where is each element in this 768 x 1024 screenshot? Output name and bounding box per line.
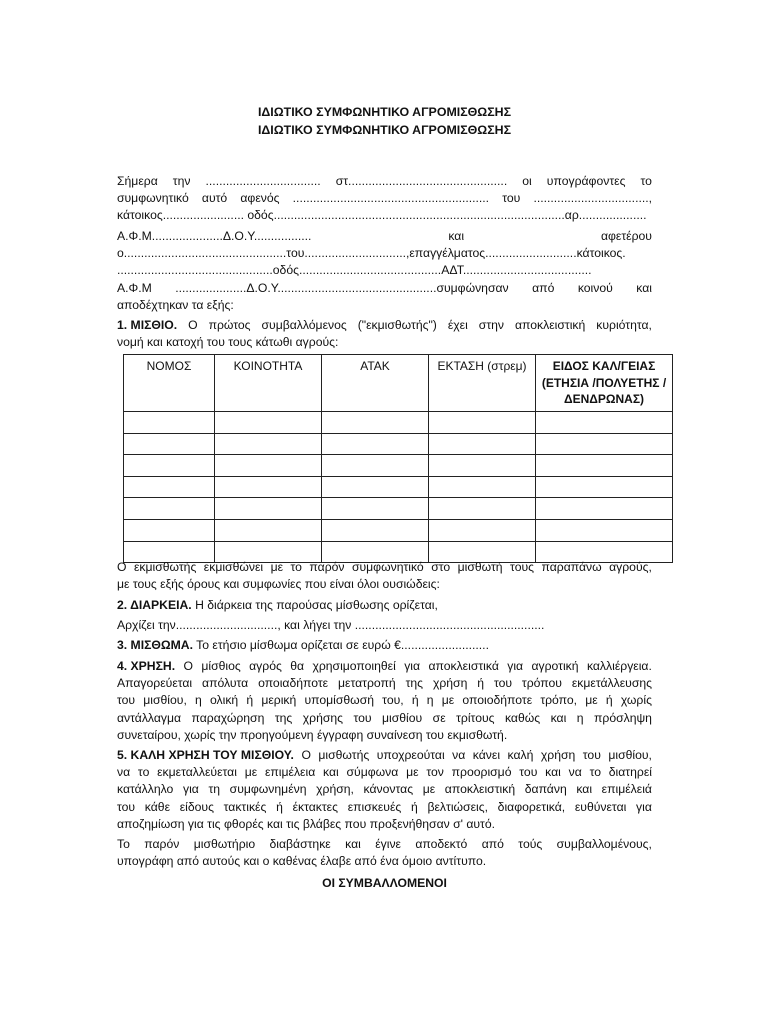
table-cell[interactable] [322, 412, 429, 434]
word: οποιοδήποτε [462, 693, 533, 708]
word: οι [522, 174, 532, 188]
table-cell[interactable] [322, 498, 429, 520]
word: μερική [261, 693, 297, 708]
section-5-heading: 5. ΚΑΛΗ ΧΡΗΣΗ ΤΟΥ ΜΙΣΘΙΟΥ. [117, 748, 294, 762]
word: βελτιώσεις, [427, 799, 488, 814]
word: και [448, 229, 465, 243]
word: στο [431, 560, 451, 574]
table-cell[interactable] [322, 433, 429, 455]
word: αποκλειστικά [428, 659, 499, 673]
word: του [117, 799, 136, 814]
table-cell[interactable] [124, 498, 215, 520]
intro-paragraph [117, 173, 652, 225]
word: μισθίου, [143, 693, 187, 708]
word: της [405, 676, 424, 691]
table-cell[interactable] [429, 433, 536, 455]
word: αποκλειστική [444, 782, 516, 797]
table-cell[interactable] [536, 412, 673, 434]
word: το [137, 765, 150, 780]
section-3-misthoma [117, 637, 652, 654]
word: του [519, 765, 538, 780]
word: μισθωτή [457, 560, 503, 574]
word: εκμεταλλεύεται [157, 765, 237, 780]
section-2-heading: 2. ΔΙΑΡΚΕΙΑ. [117, 598, 192, 612]
section-4-line-3 [117, 692, 652, 709]
table-cell[interactable] [429, 476, 536, 498]
word: αγρός [249, 659, 282, 673]
word: εκμετάλλευσης [571, 676, 652, 691]
word: δαπάνη [524, 782, 567, 797]
section-5-line-3 [117, 781, 652, 798]
word: αφετέρου [600, 229, 652, 243]
section-4-line-4 [117, 710, 652, 727]
section-1-line-2: νομή και κατοχή του τους κάτωθι αγρούς: [117, 335, 339, 350]
word: εκμισθωτής [133, 560, 197, 574]
word: τον [426, 765, 444, 780]
document-title: ΙΔΙΩΤΙΚΟ ΣΥΜΦΩΝΗΤΙΚΟ ΑΓΡΟΜΙΣΘΩΣΗΣ [257, 105, 512, 119]
word: χρήση [540, 748, 576, 762]
table-row [124, 519, 673, 541]
word: το [640, 174, 652, 188]
word: .................................. [205, 174, 321, 188]
word: του [502, 191, 521, 206]
word: και [545, 765, 561, 780]
table-cell[interactable] [215, 519, 322, 541]
table-cell[interactable] [536, 433, 673, 455]
table-cell[interactable] [536, 498, 673, 520]
table-cell[interactable] [215, 412, 322, 434]
word: τρίτους [456, 710, 495, 725]
word: έκτακτες [292, 799, 338, 814]
plots-table-header-row [124, 355, 673, 412]
word: με [585, 693, 598, 708]
word: έχει [447, 318, 468, 332]
word: του [353, 710, 372, 725]
word: πρόσληψη [593, 710, 652, 725]
col-header-ektasi: ΕΚΤΑΣΗ (στρεμ) [429, 355, 536, 412]
table-row [124, 433, 673, 455]
word: μισθίου [382, 710, 423, 725]
word: τούς [518, 837, 543, 851]
word: υποχρεούται [376, 748, 445, 762]
word: ή [410, 799, 418, 814]
table-cell[interactable] [124, 519, 215, 541]
table-cell[interactable] [536, 455, 673, 477]
word: .................................., [533, 191, 652, 206]
table-cell[interactable] [124, 433, 215, 455]
word: αγροτική [531, 659, 579, 673]
table-row [124, 455, 673, 477]
word: κατάλληλο [117, 782, 174, 797]
word: του, [382, 693, 404, 708]
col-header-koinotita: ΚΟΙΝΟΤΗΤΑ [215, 355, 322, 412]
word: καθώς [504, 710, 541, 725]
parties-line-2: ο................................................του..............................,επαγγέλματος...........................κάτοικος. [117, 246, 626, 261]
word: διαβάστηκε [269, 837, 331, 851]
section-1-mistio [117, 317, 652, 351]
word: με [244, 765, 258, 780]
table-cell[interactable] [322, 476, 429, 498]
word: οποιαδήποτε [258, 676, 329, 691]
word: τη [208, 782, 221, 797]
section-1-heading: 1. ΜΙΣΘΙΟ. [117, 318, 178, 332]
word: χωρίς [620, 693, 652, 708]
word: την [172, 174, 191, 188]
word: μετατροπή [338, 676, 396, 691]
col-header-eidos-kalliergeias: ΕΙΔΟΣ ΚΑΛ/ΓΕΙΑΣ (ΕΤΗΣΙΑ /ΠΟΛΥΕΤΗΣ / ΔΕΝΔΡΩΝΑΣ) [536, 355, 673, 412]
section-3-text: Το ετήσιο μίσθωμα ορίζεται σε ευρώ €.......................... [193, 638, 489, 652]
section-4-xrisi [117, 658, 652, 744]
plots-table [123, 354, 673, 563]
table-cell[interactable] [215, 455, 322, 477]
word: μισθίου, [608, 748, 652, 762]
table-cell[interactable] [124, 455, 215, 477]
word: η [195, 693, 202, 708]
word: του [117, 693, 136, 708]
word: πρώτος [208, 318, 251, 332]
word: καλλιέργεια. [586, 659, 652, 673]
table-cell[interactable] [429, 412, 536, 434]
word: με [422, 782, 436, 797]
word: απόλυτα [202, 676, 249, 691]
word: Ο [188, 318, 198, 332]
word: παρόν [309, 560, 345, 574]
word: έγινε [375, 837, 401, 851]
word: να [568, 765, 582, 780]
word: ή [605, 693, 613, 708]
table-cell[interactable] [536, 519, 673, 541]
parties-line-1 [117, 228, 652, 245]
word: σε [432, 710, 446, 725]
table-cell[interactable] [215, 498, 322, 520]
word: ή [411, 693, 419, 708]
word: για [404, 659, 421, 673]
word: σύμφωνα [346, 765, 399, 780]
word: μισθωτής [318, 748, 370, 762]
word: διατηρεί [608, 765, 652, 780]
table-cell[interactable] [215, 476, 322, 498]
word: του [493, 676, 513, 691]
word: Α.Φ.Μ.....................Δ.Ο.Υ................. [117, 229, 312, 243]
word: παρόν [144, 837, 180, 851]
parties-line-5: αποδέχτηκαν τα εξής: [117, 297, 234, 312]
word: για [182, 782, 199, 797]
table-cell[interactable] [124, 476, 215, 498]
word: συμφωνητικό [351, 560, 424, 574]
section-2-text: Η διάρκεια της παρούσας μίσθωσης ορίζεται, [191, 598, 438, 612]
lease-terms-intro [117, 559, 652, 593]
word: χρησιμοποιηθεί [312, 659, 396, 673]
word: κυριότητα, [596, 318, 652, 332]
parties-paragraph [117, 228, 652, 314]
word: παραπάνω [541, 560, 602, 574]
parties-line-3: ..............................................οδός..........................................ΑΔΤ...................................... [117, 263, 592, 278]
intro-line-3: κάτοικος........................ οδός......................................................................................αρ.................... [117, 208, 647, 223]
word: να [452, 748, 466, 762]
word: για [507, 659, 524, 673]
word: ή [477, 676, 485, 691]
table-cell[interactable] [429, 519, 536, 541]
word: της [274, 710, 293, 725]
word: τρόπου [521, 676, 562, 691]
word: και [636, 280, 652, 295]
word: να [117, 765, 131, 780]
word: αποκλειστική [514, 318, 586, 332]
table-cell[interactable] [536, 476, 673, 498]
after-table-line-2: με τους εξής όρους και συμφωνίες που είναι όλοι ουσιώδεις: [117, 577, 440, 592]
word: διαφορετικά, [497, 799, 566, 814]
closing-line-2: υπογράφη από αυτούς και ο καθένας έλαβε από ένα όμοιο αντίτυπο. [117, 854, 487, 869]
section-5-line-5: αποζημίωση για τις φθορές και τις βλάβες που προξενήθησαν σ' αυτό. [117, 816, 496, 831]
word: Ο [301, 748, 311, 762]
word: .......................................................... [292, 191, 490, 206]
section-2-dates: Αρχίζει την.............................., και λήγει την ........................................................ [117, 618, 545, 633]
word: επιμέλεια [264, 765, 316, 780]
table-cell[interactable] [322, 519, 429, 541]
document-title-repeat: ΙΔΙΩΤΙΚΟ ΣΥΜΦΩΝΗΤΙΚΟ ΑΓΡΟΜΙΣΘΩΣΗΣ [257, 123, 512, 137]
word: αφενός [240, 191, 280, 206]
table-cell[interactable] [429, 455, 536, 477]
word: κάνει [472, 748, 501, 762]
word: ("εκμισθωτής") [357, 318, 437, 332]
word: με [270, 560, 284, 574]
word: επισκευές [347, 799, 402, 814]
word: αυτό [201, 191, 228, 206]
word: αποδεκτό [415, 837, 468, 851]
parties-line-4 [117, 280, 652, 297]
word: και [345, 837, 361, 851]
table-row [124, 476, 673, 498]
word: Απαγορεύεται [117, 676, 193, 691]
word: τους [510, 560, 535, 574]
closing-line-1 [117, 836, 652, 853]
word: ή [246, 693, 254, 708]
word: από [532, 280, 555, 295]
word: επιμέλειά [601, 782, 652, 797]
word: από [481, 837, 504, 851]
table-cell[interactable] [429, 498, 536, 520]
word: συμφωνημένη [229, 782, 307, 797]
word: και [323, 765, 339, 780]
section-5-line-2 [117, 764, 652, 781]
word: συμβαλλόμενος [261, 318, 347, 332]
signatories-heading: ΟΙ ΣΥΜΒΑΛΛΟΜΕΝΟΙ [322, 876, 447, 890]
section-2-diarkeia [117, 597, 652, 634]
word: μίσθιος [201, 659, 241, 673]
word: του [582, 748, 601, 762]
word: Α.Φ.Μ [117, 280, 152, 295]
word: στην [478, 318, 505, 332]
word: ευθύνεται [574, 799, 627, 814]
table-cell[interactable] [215, 433, 322, 455]
table-row [124, 412, 673, 434]
intro-line-2 [117, 190, 652, 207]
table-cell[interactable] [124, 412, 215, 434]
word: για [636, 799, 652, 814]
section-4-line-5: συνεταίρου, χωρίς την προηγούμενη έγγραφη συναίνεση του εκμισθωτή. [117, 727, 508, 742]
col-header-nomos: ΝΟΜΟΣ [124, 355, 215, 412]
section-5-line-4 [117, 799, 652, 816]
word: είδους [179, 799, 214, 814]
word: εκμισθώνει [203, 560, 264, 574]
word: Το [117, 837, 130, 851]
word: αντάλλαγμα [117, 710, 182, 725]
word: ή [276, 799, 283, 814]
word: Ο [117, 560, 127, 574]
word: αγρούς, [609, 560, 652, 574]
word: καλή [507, 748, 534, 762]
word: συμβαλλομένους, [556, 837, 652, 851]
section-3-heading: 3. ΜΙΣΘΩΜΑ. [117, 638, 193, 652]
intro-line-1 [117, 173, 652, 190]
word: .....................Δ.Ο.Υ...............................................συμφώνησαν [175, 280, 509, 295]
word: ολική [209, 693, 239, 708]
word: και [576, 782, 593, 797]
word: και [550, 710, 567, 725]
word: κοινού [577, 280, 613, 295]
section-2-line-1 [117, 597, 652, 614]
section-4-line-2 [117, 675, 652, 692]
word: χρήση, [316, 782, 354, 797]
word: μισθωτήριο [193, 837, 256, 851]
word: Ο [183, 659, 193, 673]
word: προορισμό [451, 765, 512, 780]
table-row [124, 498, 673, 520]
word: Σήμερα [117, 174, 158, 188]
word: χρήσης [302, 710, 344, 725]
word: το [290, 560, 302, 574]
word: τρόπο, [540, 693, 578, 708]
section-4-line-1 [117, 658, 652, 675]
word: κάθε [144, 799, 170, 814]
table-cell[interactable] [322, 455, 429, 477]
word: η [426, 693, 434, 708]
word: στ............................................... [335, 174, 508, 188]
word: παραχώρηση [191, 710, 265, 725]
word: με [441, 693, 455, 708]
word: συμφωνητικό [117, 191, 189, 206]
word: υπομίσθωσή [304, 693, 374, 708]
col-header-atak: ΑΤΑΚ [322, 355, 429, 412]
word: κάνοντας [363, 782, 414, 797]
word: υπογράφοντες [546, 174, 626, 188]
section-4-heading: 4. ΧΡΗΣΗ. [117, 659, 176, 673]
after-table-line-1 [117, 559, 652, 576]
section-5-kali-xrisi [117, 747, 652, 833]
section-3-line [117, 637, 652, 654]
word: θα [290, 659, 305, 673]
closing-paragraph [117, 836, 652, 870]
word: η [576, 710, 584, 725]
word: τακτικές [223, 799, 267, 814]
section-1-line-1 [117, 317, 652, 334]
word: το [589, 765, 601, 780]
word: χρήση [432, 676, 468, 691]
word: με [406, 765, 419, 780]
section-5-line-1 [117, 747, 652, 764]
